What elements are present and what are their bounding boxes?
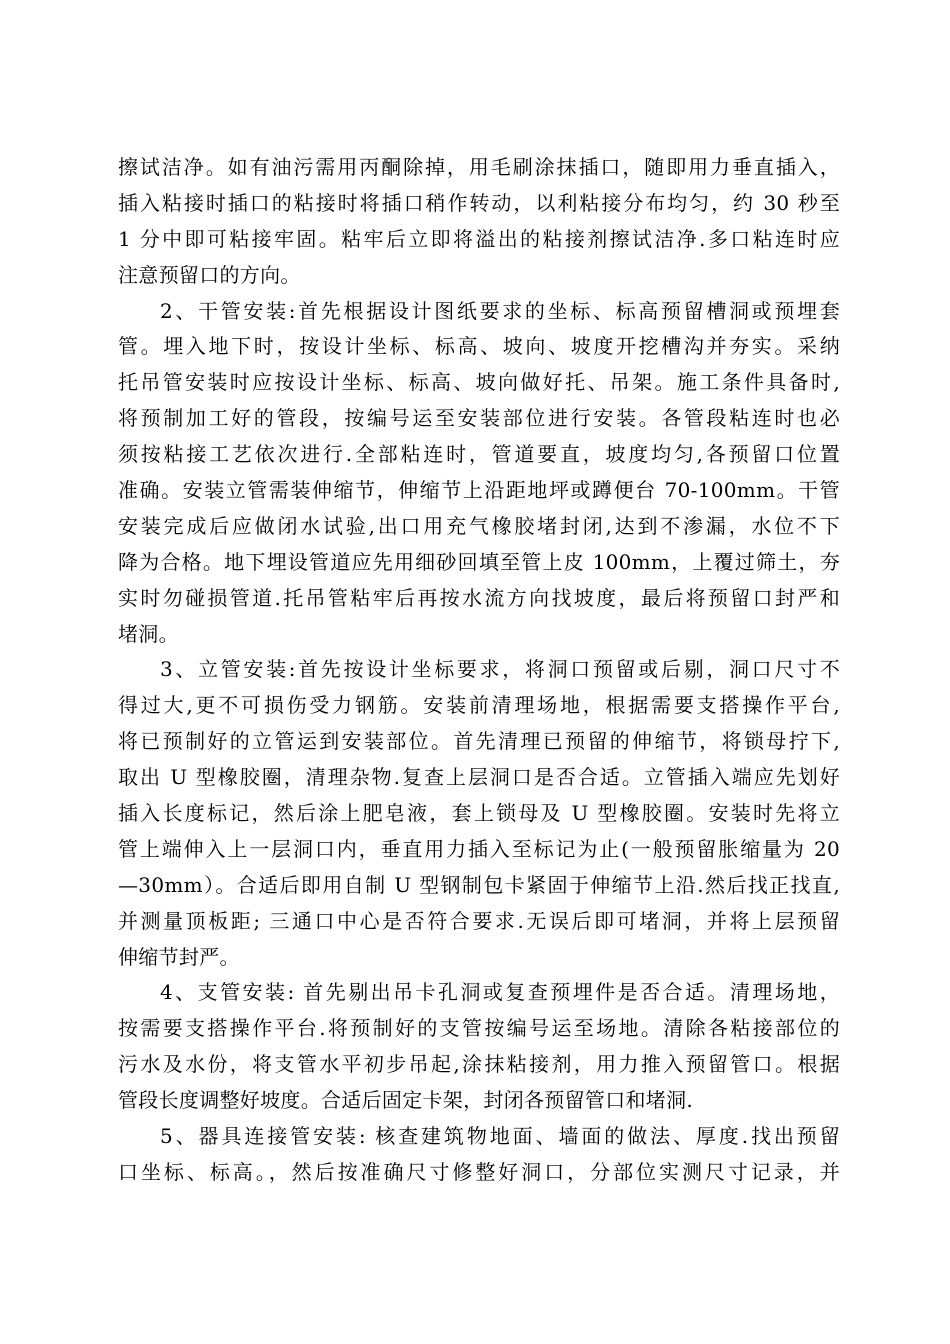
text-line: 管。埋入地下时，按设计坐标、标高、坡向、坡度开挖槽沟并夯实。采纳 [118,334,840,359]
text-line: 2、干管安装:首先根据设计图纸要求的坐标、标高预留槽洞或预埋套 [160,298,840,323]
text-line: 注意预留口的方向。 [118,262,301,287]
text-line: 插入长度标记，然后涂上肥皂液，套上锁母及 U 型橡胶圈。安装时先将立 [118,801,840,826]
text-line: 插入粘接时插口的粘接时将插口稍作转动，以利粘接分布均匀，约 30 秒至 [118,190,840,215]
text-line: 管段长度调整好坡度。合适后固定卡架，封闭各预留管口和堵洞. [118,1088,694,1113]
text-line: 降为合格。地下埋设管道应先用细砂回填至管上皮 100mm，上覆过筛土，夯 [118,549,840,574]
text-line: 堵洞。 [118,621,179,646]
text-line: 实时勿碰损管道.托吊管粘牢后再按水流方向找坡度，最后将预留口封严和 [118,585,840,610]
text-line: 4、支管安装: 首先剔出吊卡孔洞或复查预埋件是否合适。清理场地， [160,980,840,1005]
text-line: 托吊管安装时应按设计坐标、标高、坡向做好托、吊架。施工条件具备时, [118,370,840,395]
text-line: 1 分中即可粘接牢固。粘牢后立即将溢出的粘接剂擦试洁净.多口粘连时应 [118,226,840,251]
text-line: 口坐标、标高。，然后按准确尺寸修整好洞口，分部位实测尺寸记录，并 [118,1159,840,1184]
text-line: 得过大,更不可损伤受力钢筋。安装前清理场地，根据需要支搭操作平台, [118,693,840,718]
text-line: 3、立管安装:首先按设计坐标要求，将洞口预留或后剔，洞口尺寸不 [160,657,840,682]
text-line: 伸缩节封严。 [118,944,240,969]
body-text [118,150,840,1191]
text-line: 安装完成后应做闭水试验,出口用充气橡胶堵封闭,达到不渗漏，水位不下 [118,513,840,538]
text-line: —30mm）。合适后即用自制 U 型钢制包卡紧固于伸缩节上沿.然后找正找直, [118,872,840,897]
text-line: 准确。安装立管需装伸缩节，伸缩节上沿距地坪或蹲便台 70-100mm。干管 [118,478,840,503]
text-line: 管上端伸入上一层洞口内，垂直用力插入至标记为止(一般预留胀缩量为 20 [118,836,840,861]
text-line: 5、器具连接管安装: 核查建筑物地面、墙面的做法、厚度.找出预留 [160,1124,840,1149]
text-line: 擦试洁净。如有油污需用丙酮除掉，用毛刷涂抹插口，随即用力垂直插入， [118,155,840,179]
text-line: 按需要支搭操作平台.将预制好的支管按编号运至场地。清除各粘接部位的 [118,1016,840,1041]
text-line: 将预制加工好的管段，按编号运至安装部位进行安装。各管段粘连时也必 [118,406,840,431]
text-line: 须按粘接工艺依次进行.全部粘连时，管道要直，坡度均匀,各预留口位置 [118,442,840,467]
text-line: 污水及水份，将支管水平初步吊起,涂抹粘接剂，用力推入预留管口。根据 [118,1052,840,1077]
text-line: 并测量顶板距; 三通口中心是否符合要求.无误后即可堵洞，并将上层预留 [118,908,840,933]
text-line: 取出 U 型橡胶圈，清理杂物.复查上层洞口是否合适。立管插入端应先划好 [118,765,840,790]
text-line: 将已预制好的立管运到安装部位。首先清理已预留的伸缩节，将锁母拧下, [118,729,840,754]
